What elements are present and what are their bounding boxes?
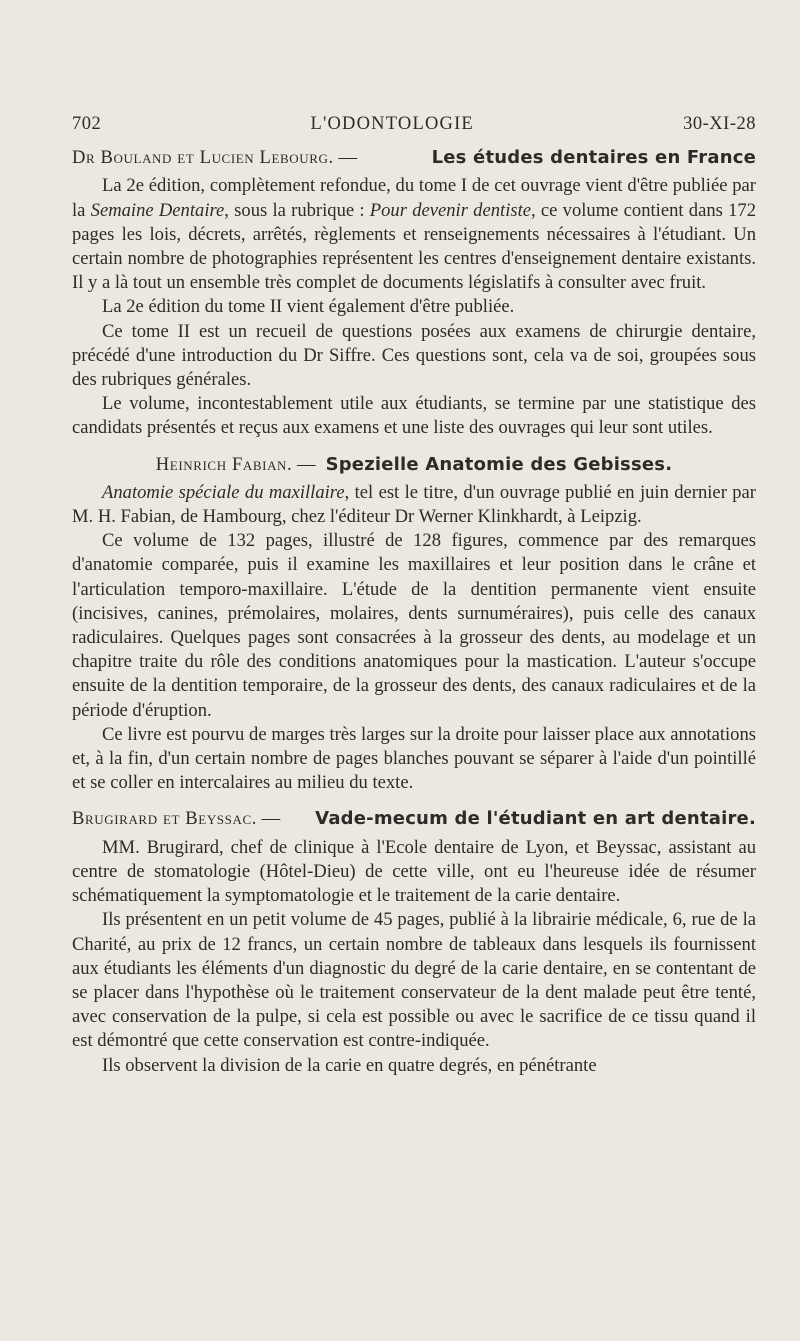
heading-dash: — (296, 453, 316, 475)
text-run: Ce tome II est un recueil de questions posées aux examens de chirurgie dentaire, précédé d'une introduction du Dr Siffre. Ces questions sont, cela va de soi, groupées sous des rubriques générales. (72, 320, 756, 391)
text-run: MM. Brugirard, chef de clinique à l'Ecole dentaire de Lyon, et Beyssac, assistant au centre de stomatologie (Hôtel-Dieu) de cette ville, ont eu l'heureuse idée de résumer schématiquement la symptomatologie et le traitement de la carie dentaire. (72, 836, 756, 907)
journal-title: L'ODONTOLOGIE (310, 114, 474, 134)
review-heading (72, 146, 756, 170)
text-run: Le volume, incontestablement utile aux étudiants, se termine par une statistique des candidats présentés et reçus aux examens et une liste des ouvrages qui leur sont utiles. (72, 393, 756, 439)
text-run: Ce volume de 132 pages, illustré de 128 figures, commence par des remarques d'anatomie comparée, puis il examine les maxillaires et leur position dans le crâne et l'articulation temporo-maxillaire. L'étude de la dentition permanente vient ensuite (incisives, canines, prémolaires, molaires, dents surnuméraires), puis celle des canaux radiculaires. Quelques pages sont consacrées à la grosseur des dents, au modelage et un chapitre traite du rôle des conditions anatomiques pour la mastication. L'auteur s'occupe ensuite de la dentition temporaire, de la grosseur des dents, des canaux radiculaires et de la période d'éruption. (72, 530, 756, 721)
paragraph (72, 320, 756, 393)
text-run: La 2e édition, complètement refondue, du tome I de cet ouvrage vient d'être publiée par la (72, 175, 756, 221)
issue-date: 30-XI-28 (683, 114, 756, 134)
review-body (72, 836, 756, 1078)
review-authors: Brugirard et Beyssac. (72, 808, 257, 830)
page-number: 702 (72, 114, 102, 134)
review-heading (72, 453, 756, 477)
italic-run: Anatomie spéciale du maxillaire (102, 481, 345, 503)
running-head (72, 112, 756, 136)
paragraph (72, 392, 756, 440)
text-run: Ce livre est pourvu de marges très larges sur la droite pour laisser place aux annotations et, à la fin, d'un certain nombre de pages blanches pouvant se séparer à l'aide d'un pointillé et se coller en intercalaires au milieu du texte. (72, 723, 756, 794)
paragraph (72, 1054, 756, 1078)
paragraph (72, 908, 756, 1053)
paragraph (72, 836, 756, 909)
review-title: Les études dentaires en France (431, 147, 756, 169)
heading-dash: — (261, 808, 281, 830)
review-title: Vade-mecum de l'étudiant en art dentaire. (315, 808, 756, 830)
review-body (72, 174, 756, 440)
review-spezielle-anatomie (72, 453, 756, 796)
text-run: , tel est le titre, d'un ouvrage publié en juin dernier par M. H. Fabian, de Hambourg, chez l'éditeur Dr Werner Klinkhardt, à Leipzig. (72, 481, 756, 528)
text-run: , ce volume contient dans 172 pages les lois, décrets, arrêtés, règlements et renseignements nécessaires à l'étudiant. Un certain nombre de photographies représentent les centres d'enseignement dentaire existants. Il y a là tout un ensemble très complet de documents législatifs à consulter avec fruit. (72, 199, 756, 294)
paragraph (72, 723, 756, 796)
text-run: , sous la rubrique : (224, 199, 370, 221)
paragraph (72, 481, 756, 529)
text-run: Ils présentent en un petit volume de 45 pages, publié à la librairie médicale, 6, rue de la Charité, au prix de 12 francs, un certain nombre de tableaux dans lesquels ils fournissent aux étudiants les éléments d'un diagnostic du degré de la carie dentaire, en se contentant de se placer dans l'hypothèse où le traitement conservateur de la dent malade peut être tenté, avec conservation de la pulpe, si cela est possible ou avec le sacrifice de ce tissu quand il est démontré que cette conservation est contre-indiquée. (72, 909, 756, 1052)
paragraph (72, 529, 756, 723)
document-page (72, 112, 756, 1078)
italic-run: Pour devenir dentiste (369, 199, 532, 221)
paragraph (72, 295, 756, 319)
italic-run: Semaine Dentaire (90, 199, 225, 221)
review-vade-mecum (72, 807, 756, 1077)
text-run: Ils observent la division de la carie en quatre degrés, en pénétrante (102, 1054, 597, 1076)
review-body (72, 481, 756, 796)
review-title: Spezielle Anatomie des Gebisses. (325, 453, 673, 475)
review-authors: Dr Bouland et Lucien Lebourg. (72, 147, 334, 169)
paragraph (72, 174, 756, 295)
heading-dash: — (338, 147, 358, 169)
text-run: La 2e édition du tome II vient également d'être publiée. (102, 296, 515, 318)
review-heading (72, 807, 756, 831)
review-etudes-dentaires (72, 146, 756, 440)
review-authors: Heinrich Fabian. (155, 453, 293, 475)
